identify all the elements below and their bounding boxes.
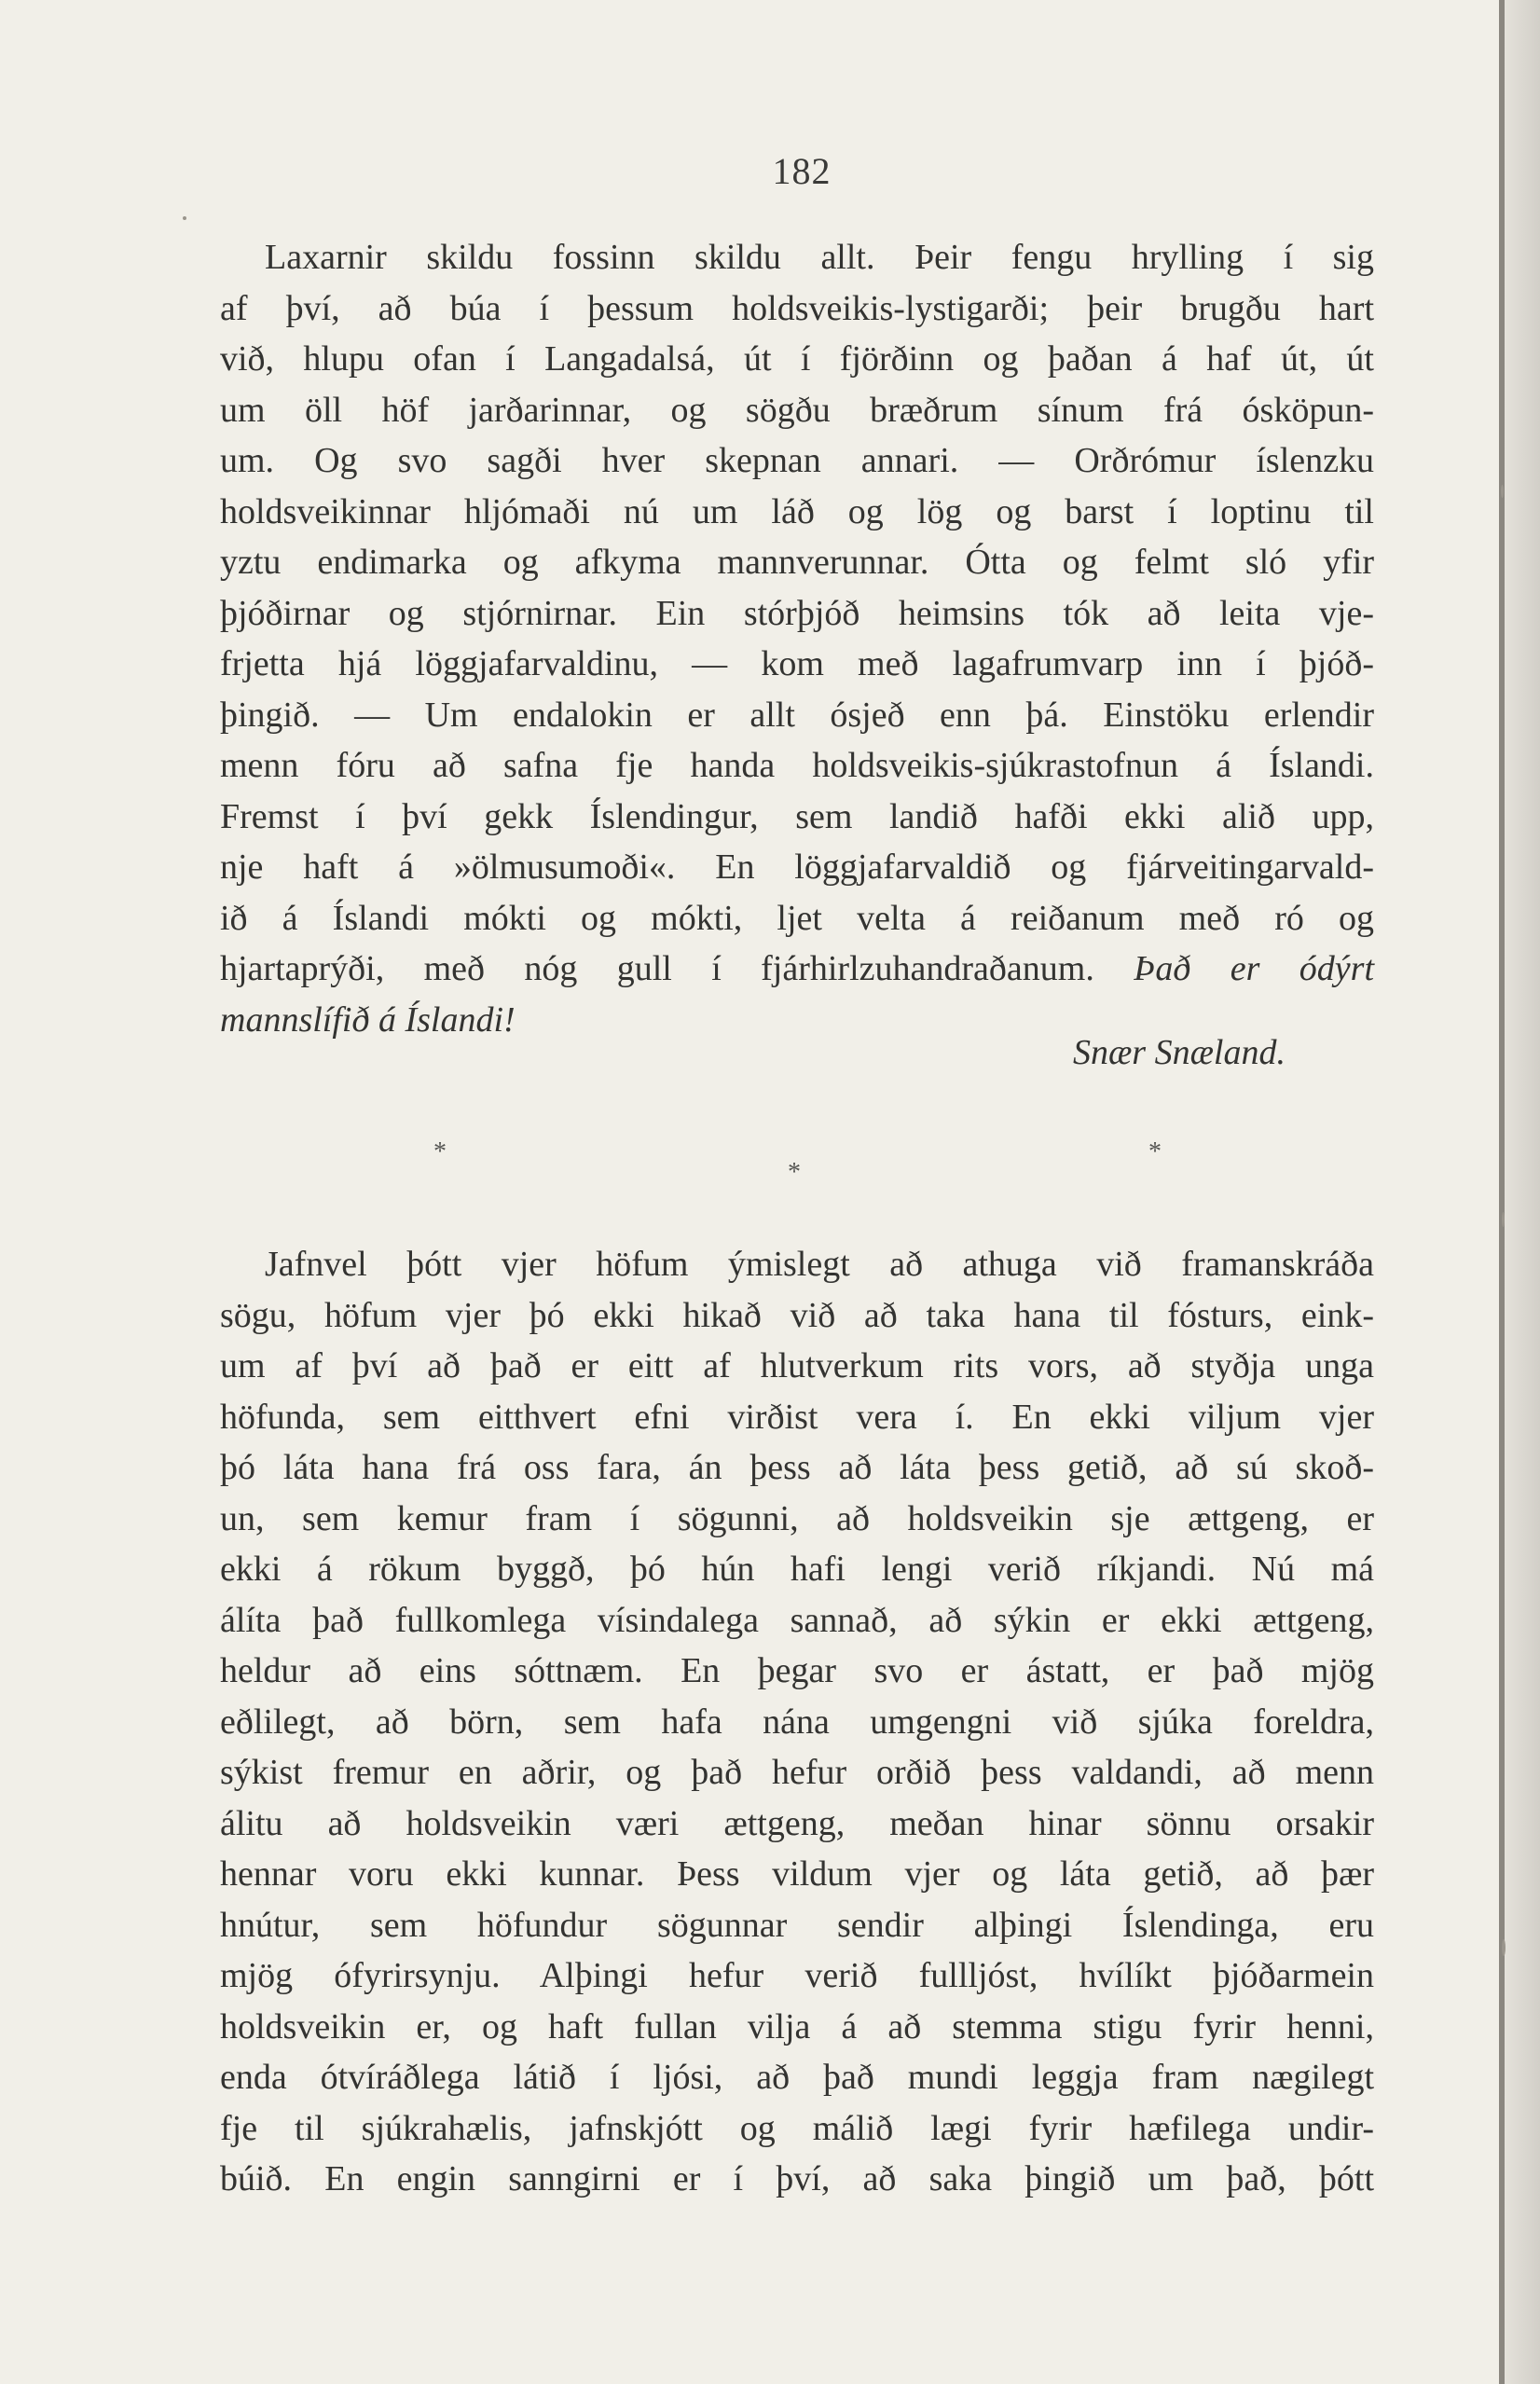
text-line: búið. En engin sanngirni er í því, að saka þingið um það, þótt <box>220 2159 1374 2198</box>
text-line: nje haft á »ölmusumoði«. En löggjafarvaldið og fjárveitingarvald- <box>220 847 1374 887</box>
text-line: hnútur, sem höfundur sögunnar sendir alþingi Íslendinga, eru <box>220 1905 1374 1945</box>
closing-italic-phrase: Það er ódýrt <box>1134 949 1375 988</box>
paper-speck <box>1502 1939 1506 1956</box>
text-line: þingið. — Um endalokin er allt ósjeð enn þá. Einstöku erlendir <box>220 695 1374 735</box>
text-line: álitu að holdsveikin væri ættgeng, meðan hinar sönnu orsakir <box>220 1803 1374 1843</box>
next-page-edge <box>1505 0 1540 2384</box>
text-line-with-italic <box>220 944 1374 995</box>
text-line: yztu endimarka og afkyma mannverunnar. Ótta og felmt sló yfir <box>220 543 1374 582</box>
page-number: 182 <box>772 150 832 192</box>
text-line: hennar voru ekki kunnar. Þess vildum vjer og láta getið, að þær <box>220 1854 1374 1894</box>
text-line: un, sem kemur fram í sögunni, að holdsveikin sje ættgeng, er <box>220 1498 1374 1538</box>
text-line: sögu, höfum vjer þó ekki hikað við að taka hana til fósturs, eink- <box>220 1295 1374 1335</box>
text-line: heldur að eins sóttnæm. En þegar svo er ástatt, er það mjög <box>220 1651 1374 1690</box>
text-line: álíta það fullkomlega vísindalega sannað, að sýkin er ekki ættgeng, <box>220 1600 1374 1640</box>
paper-speck <box>1502 1212 1505 1227</box>
text-line: ið á Íslandi mókti og mókti, ljet velta á reiðanum með ró og <box>220 898 1374 938</box>
text-line: fje til sjúkrahælis, jafnskjótt og málið lægi fyrir hæfilega undir- <box>220 2108 1374 2148</box>
editorial-note-paragraph <box>220 1239 1374 2205</box>
text-line: menn fóru að safna fje handa holdsveikis-sjúkrastofnun á Íslandi. <box>220 746 1374 785</box>
text-line: frjetta hjá löggjafarvaldinu, — kom með lagafrumvarp inn í þjóð- <box>220 644 1374 683</box>
text-line: eðlilegt, að börn, sem hafa nána umgengni við sjúka foreldra, <box>220 1702 1374 1742</box>
text-line: holdsveikinnar hljómaði nú um láð og lög og barst í loptinu til <box>220 491 1374 531</box>
text-line: holdsveikin er, og haft fullan vilja á að stemma stigu fyrir henni, <box>220 2006 1374 2046</box>
separator-asterisk: * <box>433 1137 447 1166</box>
author-signature: Snær Snæland. <box>1072 1033 1286 1072</box>
text-line: Laxarnir skildu fossinn skildu allt. Þeir fengu hrylling í sig <box>265 238 1374 277</box>
text-line-roman-part: hjartaprýði, með nóg gull í fjárhirlzuhandraðanum. <box>220 949 1094 988</box>
text-line: af því, að búa í þessum holdsveikis-lystigarði; þeir brugðu hart <box>220 288 1374 328</box>
separator-asterisk: * <box>1148 1137 1162 1166</box>
text-line: mjög ófyrirsynju. Alþingi hefur verið fullljóst, hvílíkt þjóðarmein <box>220 1956 1374 1995</box>
text-line: sýkist fremur en aðrir, og það hefur orðið þess valdandi, að menn <box>220 1753 1374 1792</box>
text-line: Jafnvel þótt vjer höfum ýmislegt að athuga við framanskráða <box>265 1245 1374 1284</box>
text-line: við, hlupu ofan í Langadalsá, út í fjörðinn og þaðan á haf út, út <box>220 339 1374 379</box>
text-line: ekki á rökum byggð, þó hún hafi lengi verið ríkjandi. Nú má <box>220 1550 1374 1589</box>
paper-speck <box>1501 485 1504 498</box>
text-line: höfunda, sem eitthvert efni virðist vera í. En ekki viljum vjer <box>220 1397 1374 1437</box>
text-line: Fremst í því gekk Íslendingur, sem landið hafði ekki alið upp, <box>220 796 1374 836</box>
text-line: um. Og svo sagði hver skepnan annari. — Orðrómur íslenzku <box>220 441 1374 480</box>
text-line: um af því að það er eitt af hlutverkum rits vors, að styðja unga <box>220 1346 1374 1385</box>
text-line: þó láta hana frá oss fara, án þess að láta þess getið, að sú skoð- <box>220 1448 1374 1487</box>
paper-speck <box>183 216 186 220</box>
text-line: enda ótvíráðlega látið í ljósi, að það mundi leggja fram nægilegt <box>220 2058 1374 2097</box>
separator-asterisk: * <box>788 1158 801 1187</box>
closing-italic-line: mannslífið á Íslandi! <box>220 999 516 1040</box>
text-line: um öll höf jarðarinnar, og sögðu bræðrum sínum frá ósköpun- <box>220 390 1374 430</box>
text-line: þjóðirnar og stjórnirnar. Ein stórþjóð heimsins tók að leita vje- <box>220 593 1374 633</box>
story-ending-paragraph <box>220 232 1374 1045</box>
